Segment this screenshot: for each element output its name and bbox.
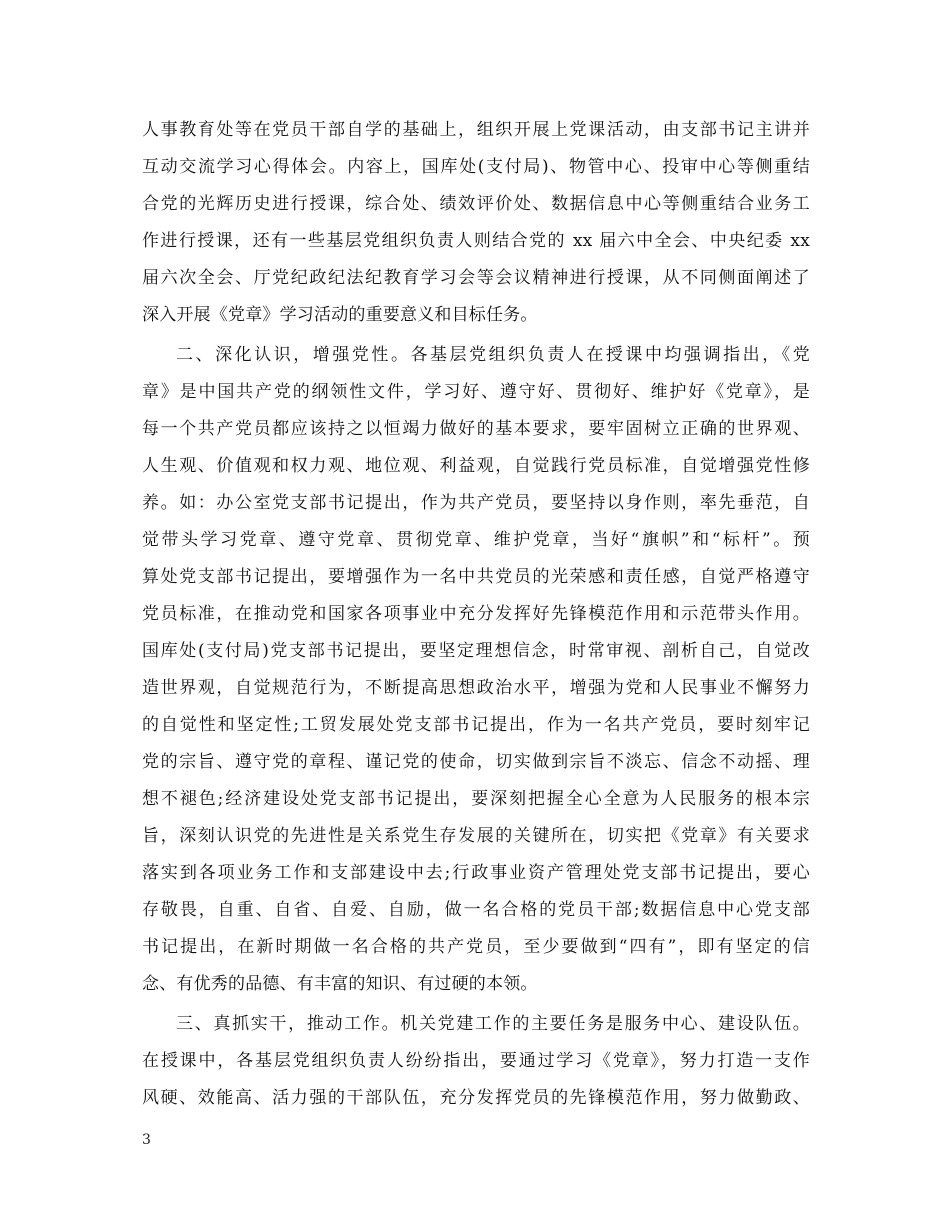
paragraph-line: 想不褪色;经济建设处党支部书记提出，要深刻把握全心全意为人民服务的根本宗 <box>142 789 810 809</box>
paragraph-line: 存敬畏，自重、自省、自爱、自励，做一名合格的党员干部;数据信息中心党支部 <box>142 900 810 920</box>
paragraph-line: 章》是中国共产党的纲领性文件，学习好、遵守好、贯彻好、维护好《党章》，是 <box>142 382 810 402</box>
paragraph-line: 互动交流学习心得体会。内容上，国库处(支付局)、物管中心、投审中心等侧重结 <box>142 157 810 177</box>
paragraph-line: 合党的光辉历史进行授课，综合处、绩效评价处、数据信息中心等侧重结合业务工 <box>142 194 810 214</box>
paragraph-line: 人事教育处等在党员干部自学的基础上，组织开展上党课活动，由支部书记主讲并 <box>142 120 810 140</box>
paragraph-line: 书记提出，在新时期做一名合格的共产党员，至少要做到“四有”，即有坚定的信 <box>142 937 810 957</box>
paragraph-line: 党的宗旨、遵守党的章程、谨记党的使命，切实做到宗旨不淡忘、信念不动摇、理 <box>142 752 810 772</box>
paragraph-line: 算处党支部书记提出，要增强作为一名中共党员的光荣感和责任感，自觉严格遵守 <box>142 567 810 587</box>
paragraph-line: 人生观、价值观和权力观、地位观、利益观，自觉践行党员标准，自觉增强党性修 <box>142 456 810 476</box>
paragraph-line: 深入开展《党章》学习活动的重要意义和目标任务。 <box>142 305 538 325</box>
paragraph-line: 念、有优秀的品德、有丰富的知识、有过硬的本领。 <box>142 974 538 994</box>
paragraph-line: 造世界观，自觉规范行为，不断提高思想政治水平，增强为党和人民事业不懈努力 <box>142 678 810 698</box>
paragraph-line: 在授课中，各基层党组织负责人纷纷指出，要通过学习《党章》，努力打造一支作 <box>142 1051 810 1071</box>
paragraph-line: 的自觉性和坚定性;工贸发展处党支部书记提出，作为一名共产党员，要时刻牢记 <box>142 715 810 735</box>
paragraph-3 <box>142 1006 810 1117</box>
paragraph-line: 觉带头学习党章、遵守党章、贯彻党章、维护党章，当好“旗帜”和“标杆”。预 <box>142 530 810 550</box>
paragraph-1 <box>142 112 810 334</box>
paragraph-line: 作进行授课，还有一些基层党组织负责人则结合党的 xx 届六中全会、中央纪委 xx <box>142 231 810 251</box>
paragraph-line: 每一个共产党员都应该持之以恒竭力做好的基本要求，要牢固树立正确的世界观、 <box>142 419 810 439</box>
paragraph-line: 届六次全会、厅党纪政纪法纪教育学习会等会议精神进行授课，从不同侧面阐述了 <box>142 268 810 288</box>
paragraph-line: 落实到各项业务工作和支部建设中去;行政事业资产管理处党支部书记提出，要心 <box>142 863 810 883</box>
paragraph-line: 养。如：办公室党支部书记提出，作为共产党员，要坚持以身作则，率先垂范，自 <box>142 493 810 513</box>
paragraph-line: 国库处(支付局)党支部书记提出，要坚定理想信念，时常审视、剖析自己，自觉改 <box>142 641 810 661</box>
paragraph-line: 风硬、效能高、活力强的干部队伍，充分发挥党员的先锋模范作用，努力做勤政、 <box>142 1088 810 1108</box>
page-number: 3 <box>142 1132 151 1148</box>
paragraph-line: 三、真抓实干，推动工作。机关党建工作的主要任务是服务中心、建设队伍。 <box>176 1014 810 1034</box>
paragraph-2 <box>142 337 810 1003</box>
paragraph-line: 二、深化认识，增强党性。各基层党组织负责人在授课中均强调指出，《党 <box>176 345 810 365</box>
paragraph-line: 党员标准，在推动党和国家各项事业中充分发挥好先锋模范作用和示范带头作用。 <box>142 604 810 624</box>
document-body <box>142 112 810 1117</box>
paragraph-line: 旨，深刻认识党的先进性是关系党生存发展的关键所在，切实把《党章》有关要求 <box>142 826 810 846</box>
